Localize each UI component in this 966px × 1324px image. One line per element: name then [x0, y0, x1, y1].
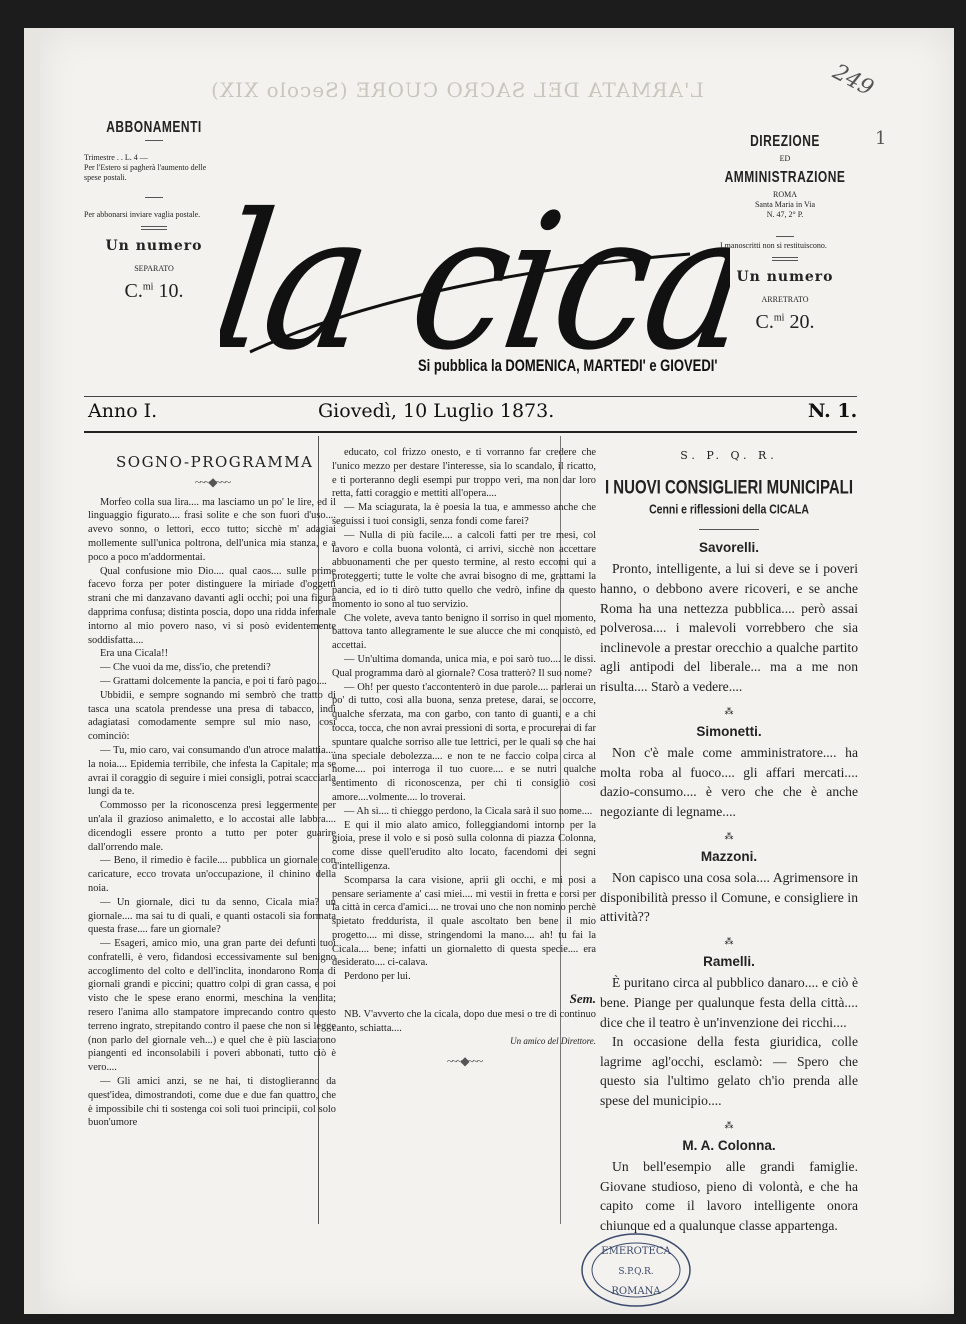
- issue-number: N. 1.: [808, 400, 858, 422]
- back-issue-label: Un numero: [736, 269, 834, 285]
- pencil-sheet-number: 1: [875, 128, 887, 149]
- price-sup: mi: [773, 312, 785, 324]
- stamp-middle-text: S.P.Q.R.: [618, 1267, 654, 1277]
- publication-days: Si pubblica la DOMENICA, MARTEDI' e GIOVEDI': [418, 356, 718, 375]
- column-3: [600, 446, 858, 1236]
- divider: [772, 257, 798, 261]
- councillor-name: Mazzoni.: [700, 848, 758, 864]
- address-street: Santa Maria in Via: [754, 200, 816, 209]
- single-copy-label: Un numero: [105, 238, 203, 254]
- price-value: 10.: [158, 280, 184, 302]
- divider: [699, 529, 759, 530]
- article-title: I NUOVI CONSIGLIERI MUNICIPALI: [604, 475, 854, 499]
- divider: [776, 236, 794, 237]
- councillor-text: Non capisco una cosa sola.... Agrimensore in disponibilità presso il Comune, e consigliere in attività??: [600, 870, 858, 925]
- dateline-bottom-rule: [84, 431, 857, 433]
- councillor-text: In occasione della festa giuridica, colle lagrime agl'occhi, esclamò: — Spero che questo sia l'ultimo gelato ch'io prenda alle spese del municipio....: [600, 1034, 858, 1109]
- paragraph: — Grattami dolcemente la pancia, e poi ti farò pago....: [100, 675, 327, 687]
- payment-note: Per abbonarsi inviare vaglia postale.: [84, 210, 201, 219]
- paragraph: Commosso per la riconoscenza presi leggermente per un'ala il grazioso animaletto, e lo accostai alle labbra.... dicendogli essere pronto a tutto per poter guarire dall'orrendo male.: [88, 800, 336, 853]
- asterism: ⁂: [724, 1119, 734, 1130]
- councillor-text: È puritano circa al pubblico danaro.... e ciò è bene. Piange per qualunque festa della città.... dice che il teatro è un'invenzione dei ricchi....: [600, 975, 858, 1030]
- foreign-note: Per l'Estero si pagherà l'aumento delle spese postali.: [84, 163, 207, 182]
- paragraph: — Tu, mio caro, vai consumando d'un atroce malattia.... la noia.... Epidemia terribile, che infesta la Capitale; ma se avrai il coraggio di seguire i miei consigli, potrai scacciarla lungi da te.: [88, 744, 336, 798]
- address-number: N. 47, 2° P.: [766, 210, 804, 219]
- masthead-logo: [220, 116, 730, 376]
- address-city: ROMA: [772, 190, 797, 199]
- issue-date: Giovedì, 10 Luglio 1873.: [318, 400, 555, 422]
- manuscripts-note: I manoscritti non si restituiscono.: [720, 241, 827, 250]
- price-sup: mi: [142, 281, 154, 293]
- subscriptions-heading: ABBONAMENTI: [106, 117, 202, 137]
- copy-qualifier: SEPARATO: [134, 264, 174, 273]
- paragraph: educato, col frizzo onesto, e ti vorranno far credere che l'unico mezzo per destare l'interesse, sia lo scandalo, il ricatto, e ti porteranno degli esempi pur troppo veri, ma non dar loro retta, fatti coraggio e mettiti all'opera....: [332, 447, 596, 500]
- paragraph: — Gli amici anzi, se ne hai, ti distoglieranno da quest'idea, dimostrandoti, come due e due fan quattro, che è impossibile chi ti sostenga coi soli tuoi principii, col solo buon'umore: [88, 1076, 336, 1129]
- councillor-text: Non c'è male come amministratore.... ha molta roba al fuoco.... gli affari mercati.... dazio-consumo.... è vero che che è anche negoziante di legname....: [600, 745, 858, 819]
- paragraph: Era una Cicala!!: [100, 648, 169, 660]
- paragraph: Scomparsa la cara visione, aprii gli occhi, e mi posi a pensare seriamente a' casi miei.... mi vestii in fretta e corsi per la città in cerca d'amici.... ne trovai uno che non nomino perchè spietato freddurista, il quale ascoltato ben bene il mio progetto.... mi disse, stringendomi la mano.... ah! tu fai la Cicala.... bene; infatti un giornaletto di questa specie.... era desiderato.... ci-calava.: [332, 874, 596, 969]
- article-title: SOGNO-PROGRAMMA: [116, 453, 314, 471]
- paragraph: — Ma sciagurata, la è poesia la tua, e ammesso anche che seguissi i tuoi consigli, senza fondi come farei?: [332, 502, 596, 527]
- paragraph: E qui il mio alato amico, folleggiandomi intorno per la gioia, prese il volo e si posò sulla colonna di piazza Colonna, come disse quell'erudito alto locato, facendomi dei segni d'intelligenza.: [332, 819, 596, 872]
- back-issue-price: [720, 311, 850, 334]
- stamp-top-text: EMEROTECA: [601, 1246, 671, 1257]
- paragraph: Qual confusione mio Dio.... qual caos.... sulle prime facevo forza per poter distinguere la miriade d'oggetti strani che mi danzavano davanti agli occhi; poi una figura dapprima confusa; distinta poscia, dopo una ridda infernale intorno al mio povero naso, vi si posò evidentemente soddisfatta....: [88, 565, 336, 646]
- editor-note: NB. V'avverto che la cicala, dopo due mesi o tre di continuo canto, schiatta....: [332, 1008, 596, 1034]
- article-subtitle: Cenni e riflessioni della CICALA: [649, 502, 809, 518]
- back-issue-qualifier: ARRETRATO: [761, 295, 809, 304]
- paragraph: — Un giornale, dici tu da senno, Cicala mia? un giornale.... ma sai tu di quali, e quanti ostacoli sia formata questa frase.... fare un giornale?: [88, 896, 336, 936]
- subscriptions-box: [84, 117, 224, 303]
- price-prefix: C.: [124, 280, 143, 302]
- library-stamp: [580, 1232, 692, 1308]
- masthead-script: [220, 116, 730, 376]
- paragraph: — Esageri, amico mio, una gran parte dei defunti tuoi confratelli, è vero, fidandosi eccessivamente sul benigno accoglimento del colto e dell'inclita, inondarono Roma di giornali grandi e piccini; quattro colpi di gran cassa, e poi visto che le spese erano enormi, meschina la vendita; resero l'anima allo stampatore imprecando contro questo terreno ingrato, strepitando contro il paese che non si legge (non parlo del giornale veh...) e quel che è più lasciarono piangenti ed inconsolabili i poveri abbonati, tutto ciò è vero....: [88, 938, 336, 1074]
- councillor-name: M. A. Colonna.: [682, 1137, 776, 1153]
- paragraph: — Beno, il rimedio è facile.... pubblica un giornale con caricature, ecco trovata un'occupazione, il chinino della noia.: [88, 855, 336, 894]
- ornament: ~~~◆~~~: [446, 1054, 482, 1069]
- column-1: [88, 446, 336, 1130]
- dateline: [88, 400, 858, 428]
- masthead-text: la cicala: [220, 174, 730, 376]
- column-2: [332, 446, 596, 1075]
- bleed-through-text: L'ARMATA DEL SACRO CUORE (Secolo XIX): [210, 78, 704, 102]
- spqr-heading: S. P. Q. R.: [680, 449, 778, 462]
- councillor-name: Savorelli.: [698, 539, 760, 555]
- single-copy-price: [84, 280, 224, 303]
- divider: [141, 226, 167, 230]
- paragraph: Perdono per lui.: [344, 971, 411, 983]
- asterism: ⁂: [724, 830, 734, 841]
- councillor-name: Simonetti.: [696, 723, 762, 739]
- and-label: ED: [779, 154, 791, 163]
- signature: Sem.: [569, 991, 596, 1007]
- paragraph: Ubbidii, e sempre sognando mi sembrò che tratto di tasca una scatola prendesse una presa di tabacco, indi adagiatasi comodamente sempre sul mio naso, così cominciò:: [88, 689, 336, 743]
- price-prefix: C.: [755, 311, 774, 333]
- councillor-text: Pronto, intelligente, a lui si deve se i poveri hanno, o debbono avere ricoveri, e se anche Roma ha una nettezza pubblica.... però assai polverosa.... i malevoli vorrebbero che sia inclinevole a prestar orecchio a qualche partito agli antipodi del liberale... ma a me non risulta.... Starò a vedere....: [600, 561, 858, 694]
- year-label: Anno I.: [88, 400, 158, 422]
- councillor-name: Ramelli.: [703, 953, 755, 969]
- councillor-text: Un bell'esempio alle grandi famiglie. Giovane studioso, pieno di volontà, e che ha capito come il lavoro intelligente onora chiunque ed a qualunque classe appartenga.: [600, 1159, 858, 1233]
- note-author: Un amico del Direttore.: [510, 1036, 596, 1047]
- paragraph: — Ah sì.... ti chieggo perdono, la Cicala sarà il suo nome....: [344, 805, 593, 817]
- direction-heading: DIREZIONE: [750, 131, 820, 151]
- divider: [145, 140, 163, 141]
- stamp-bottom-text: ROMANA: [611, 1286, 661, 1297]
- paragraph: Morfeo colla sua lira.... ma lasciamo un po' le lire, ed il linguaggio figurato.... frasi solite e che son fuori d'uso.... avevo sonno, o lettori, ecco tutto; sicchè m' adagiai mollemente sull'unica poltrona, dell'unica mia stanza, e a poco a poco m'addormentai.: [88, 496, 336, 563]
- asterism: ⁂: [724, 705, 734, 716]
- ornament: ~~~◆~~~: [194, 474, 230, 489]
- paragraph: — Che vuoi da me, diss'io, che pretendi?: [100, 662, 271, 674]
- pencil-page-number: 249: [828, 59, 878, 102]
- paragraph: — Nulla di più facile.... a calcoli fatti per tre mesi, col lavoro e colla buona volontà, ci arrivi, sicchè non accettare abbuonamenti che per questo termine, al resto eccomi qui a proteggerti; tutte le volte che avrai bisogno di me, grattami la pancia, ed io ti dirò tutto quello che vedrò, infine da questo momento io sono al tuo servizio.: [332, 529, 596, 610]
- price-value: 20.: [789, 311, 815, 333]
- paragraph: — Oh! per questo t'accontenterò in due parole.... parlerai un po' di tutto, così alla buona, senza pretese, darai, se occorre, qualche sferzata, ma con garbo, con tanto di guanti, e a chi tocca, tocca, che non avrai pressioni di sorta, e procurerai di far spuntare qualche sorriso alle tue lettrici, per le quali so che hai una speciale debolezza.... e non te ne faccio colpa circa al nome.... poi interroga il tuo cuore.... e se nutri qualche sentimento di riconoscenza, per chi ti consigliò così amore....volmente.... lo troverai.: [332, 681, 596, 803]
- divider: [145, 197, 163, 198]
- newspaper-page: [40, 28, 954, 1314]
- subscription-price: Trimestre . . L. 4 —: [84, 153, 148, 162]
- paragraph: — Un'ultima domanda, unica mia, e poi sarò tuo.... le dissi. Qual programma darò al giornale? Cosa tratterò? Il suo nome?: [332, 653, 596, 679]
- dateline-top-rule: [84, 396, 857, 397]
- management-box: [720, 131, 850, 334]
- asterism: ⁂: [724, 935, 734, 946]
- paragraph: Che volete, aveva tanto benigno il sorriso in quel momento, battova tanto allegramente le sue alucce che mi conquistò, ed accettai.: [332, 612, 596, 652]
- administration-heading: AMMINISTRAZIONE: [724, 167, 846, 187]
